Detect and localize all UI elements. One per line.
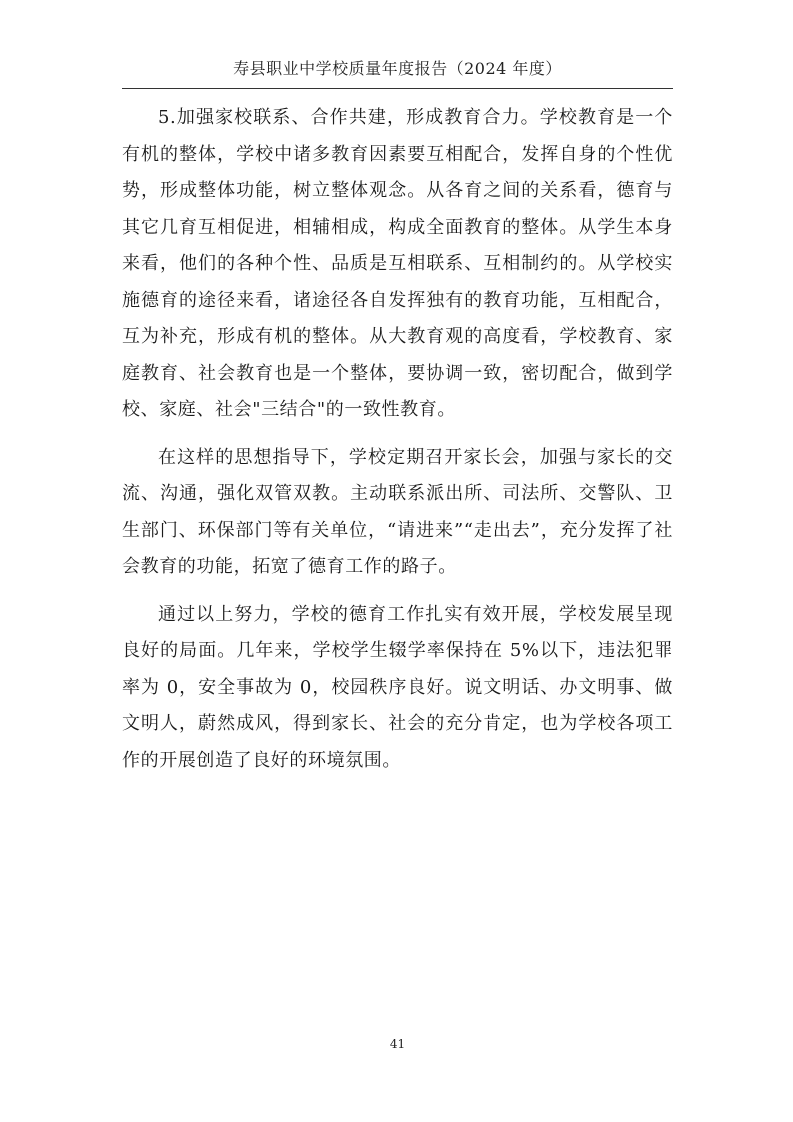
- running-header: 寿县职业中学校质量年度报告（2024 年度）: [233, 59, 562, 78]
- header-divider: [122, 88, 673, 89]
- paragraph-home-school-cooperation: 5.加强家校联系、合作共建，形成教育合力。学校教育是一个有机的整体，学校中诸多教育因素要互相配合，发挥自身的个性优势，形成整体功能，树立整体观念。从各育之间的关系看，德育与其它几育互相促进，相辅相成，构成全面教育的整体。从学生本身来看，他们的各种个性、品质是互相联系、互相制约的。从学校实施德育的途径来看，诸途径各自发挥独有的教育功能，互相配合，互为补充，形成有机的整体。从大教育观的高度看，学校教育、家庭教育、社会教育也是一个整体，要协调一致，密切配合，做到学校、家庭、社会"三结合"的一致性教育。: [122, 107, 673, 420]
- page-number: 41: [389, 1037, 406, 1051]
- body-text: [122, 100, 673, 779]
- paragraph-results: 通过以上努力，学校的德育工作扎实有效开展，学校发展呈现良好的局面。几年来，学校学生辍学率保持在 5%以下，违法犯罪率为 0，安全事故为 0，校园秩序良好。说文明话、办文明事、做文明人，蔚然成风，得到家长、社会的充分肯定，也为学校各项工作的开展创造了良好的环境氛围。: [122, 603, 673, 771]
- paragraph-parent-meetings: 在这样的思想指导下，学校定期召开家长会，加强与家长的交流、沟通，强化双管双教。主动联系派出所、司法所、交警队、卫生部门、环保部门等有关单位，“请进来”“走出去”，充分发挥了社会教育的功能，拓宽了德育工作的路子。: [122, 446, 673, 577]
